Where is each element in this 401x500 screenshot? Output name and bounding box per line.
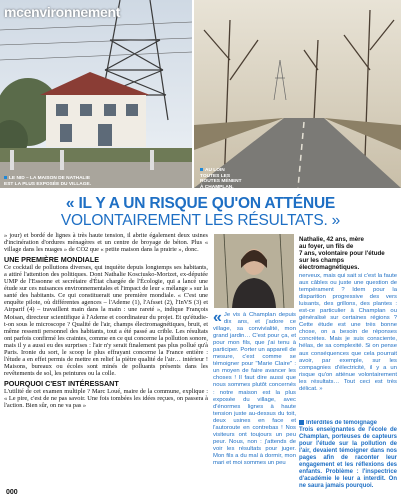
bio-line-4: sur les champs [299, 257, 345, 264]
article-left-column [4, 232, 208, 488]
house-photo-art [0, 0, 192, 188]
bio-line-1: Nathalie, 42 ans, mère [299, 236, 365, 243]
sidebar-box [299, 420, 397, 494]
subhead-premiere-mondiale: UNE PREMIÈRE MONDIALE [4, 255, 100, 265]
section-label: mcenvironnement [4, 4, 121, 20]
box-text: Trois enseignantes de l'école de Champlan, porteuses de capteurs pour l'étude sur la pollution de l'air, devaient témoigner dans nos pages afin de raconter leur engagement et les réflexions des enfants. Problème : l'inspectrice d'académie le leur a interdit. On ne saura jamais pourquoi. [299, 427, 397, 490]
portrait-photo-art [214, 234, 294, 308]
article-paragraph-2: Ce cocktail de pollutions diverses, qui inquiète depuis longtemps ses habitants, a attiré l'attention des politiques. Dont Nathalie Kosciusko-Morizet, ex-députée UMP de l'Essonne et secrétaire d'État chargée de l'Écologie, qui a lancé une étude sur ces nuisances environnementales et l'impact de leur « mélange » sur la santé des habitants. Ce qui constituerait une première mondiale. « C'est une enquête pilote, où différentes agences – l'Ademe (1), l'Afsset (2), l'InVS (3) et Airparif (4) – travaillent main dans la main : une rareté », indique François Moisan, directeur scientifique à l'Ademe et coordinateur du projet. Et qu'étudie-t-on sous le microscope ? Qualité de l'air, champs électromagnétiques, bruit, et même ressenti personnel des habitants, tout a été passé au crible. Les résultats ont parfois confirmé les craintes, comme en ce qui concerne la pollution sonore, mais il y a aussi eu des surprises : l'air n'y serait finalement pas plus pollué qu'à Paris. Ironie du sort, le scoop le plus effrayant concerne la France entière : l'étude a en effet permis de mettre en relief la piètre qualité de l'air… intérieur ! Maisons, bureaux ou écoles sont minés de polluants présents dans les revêtements de sol, les peintures ou la colle. [4, 264, 208, 377]
witness-bio [299, 236, 397, 271]
page-number: 000 [6, 489, 18, 496]
witness-quote-continuation: nerveux, mais qui sait si c'est la faute aux câbles ou juste une question de tempérament ? Idem pour la disparition progressive des vers luisants, des grillons, des plantes : est-ce particulier à Champlan ou généralisé sur certaines régions ? Cette étude est une très bonne chose, on a besoin de réponses concrètes. Mais je suis consciente, hélas, de sa complexité. Si on pense aux conséquences que cela pourrait avoir, par exemple, sur les compagnies d'électricité, il y a un risque qu'on atténue volontairement les résultats… Tout ceci est très délicat. » [299, 273, 397, 392]
road-caption-line-4: À CHAMPLAN. [200, 184, 234, 188]
pull-quote-headline [0, 195, 401, 229]
road-caption-line-2: TOUTES LES [200, 173, 231, 179]
headline-line-1: « IL Y A UN RISQUE QU'ON ATTÉNUE [65, 195, 336, 212]
road-caption-line-1: AU LOIN [205, 168, 225, 173]
road-photo-caption [200, 168, 242, 188]
bio-line-3: 7 ans, volontaire pour l'étude [299, 250, 385, 257]
road-photo-art [194, 0, 401, 188]
caption-bullet-icon [4, 176, 7, 179]
bio-line-5: électromagnétiques. [299, 264, 360, 271]
article-paragraph-1: » jour) et bordé de lignes à très haute tension, il abrite également deux usines d'incinération d'ordures ménagères et un centre de broyage de béton. Plus « village dans les nuages » de CO2 que « petite maison dans la prairie », donc. [4, 232, 208, 254]
house-caption-line-2: EST LA PLUS EXPOSÉE DU VILLAGE. [4, 181, 91, 187]
house-photo-caption [4, 176, 91, 187]
house-photo [0, 0, 192, 188]
article-paragraph-3: L'utilité de cet examen multiple ? Marc Loué, maire de la commune, explique : « Le pire, c'est de ne pas savoir. Une fois tombées les idées reçues, on passera à l'action. Bien sûr, on ne va pas » [4, 387, 208, 410]
box-title: Interdites de témoignage [306, 420, 378, 427]
witness-quote-column [213, 312, 296, 492]
house-caption-line-1: LE NID – LA MAISON DE NATHALIE [9, 176, 91, 181]
caption-bullet-icon [200, 168, 203, 171]
bio-line-2: au foyer, un fils de [299, 243, 354, 250]
road-photo [194, 0, 401, 188]
witness-quote-paragraph: Je vis à Champlan depuis dix ans, et j'adore ce village, sa convivialité, mon grand jardin… C'est pour ça, et pour mon fils, que j'ai tenu à participer. Porter un appareil de mesure, c'est comme se témoigner pour "Marie Claire" : un moyen de faire avancer les choses ! Il faut dire aussi que nous sommes plutôt concernés : notre maison est la plus exposée du village, avec d'énormes lignes à haute tension juste au-dessus du toit, deux usines en face et l'autoroute en contrebas ! Nos visiteurs ont toujours un peu peur. Nous, non : j'attends de voir les résultats pour juger. Mon fils a du mal à dormir, mon mari et moi sommes un peu [213, 312, 296, 466]
witness-right-column [299, 273, 397, 419]
portrait-photo [214, 234, 294, 308]
subhead-pourquoi: POURQUOI C'EST INTÉRESSANT [4, 378, 119, 388]
box-bullet-icon [299, 420, 304, 425]
road-caption-line-3: ROUTES MÈNENT [200, 179, 242, 185]
open-quote-icon: « [213, 312, 222, 326]
headline-line-2: VOLONTAIREMENT LES RÉSULTATS. » [60, 212, 341, 229]
